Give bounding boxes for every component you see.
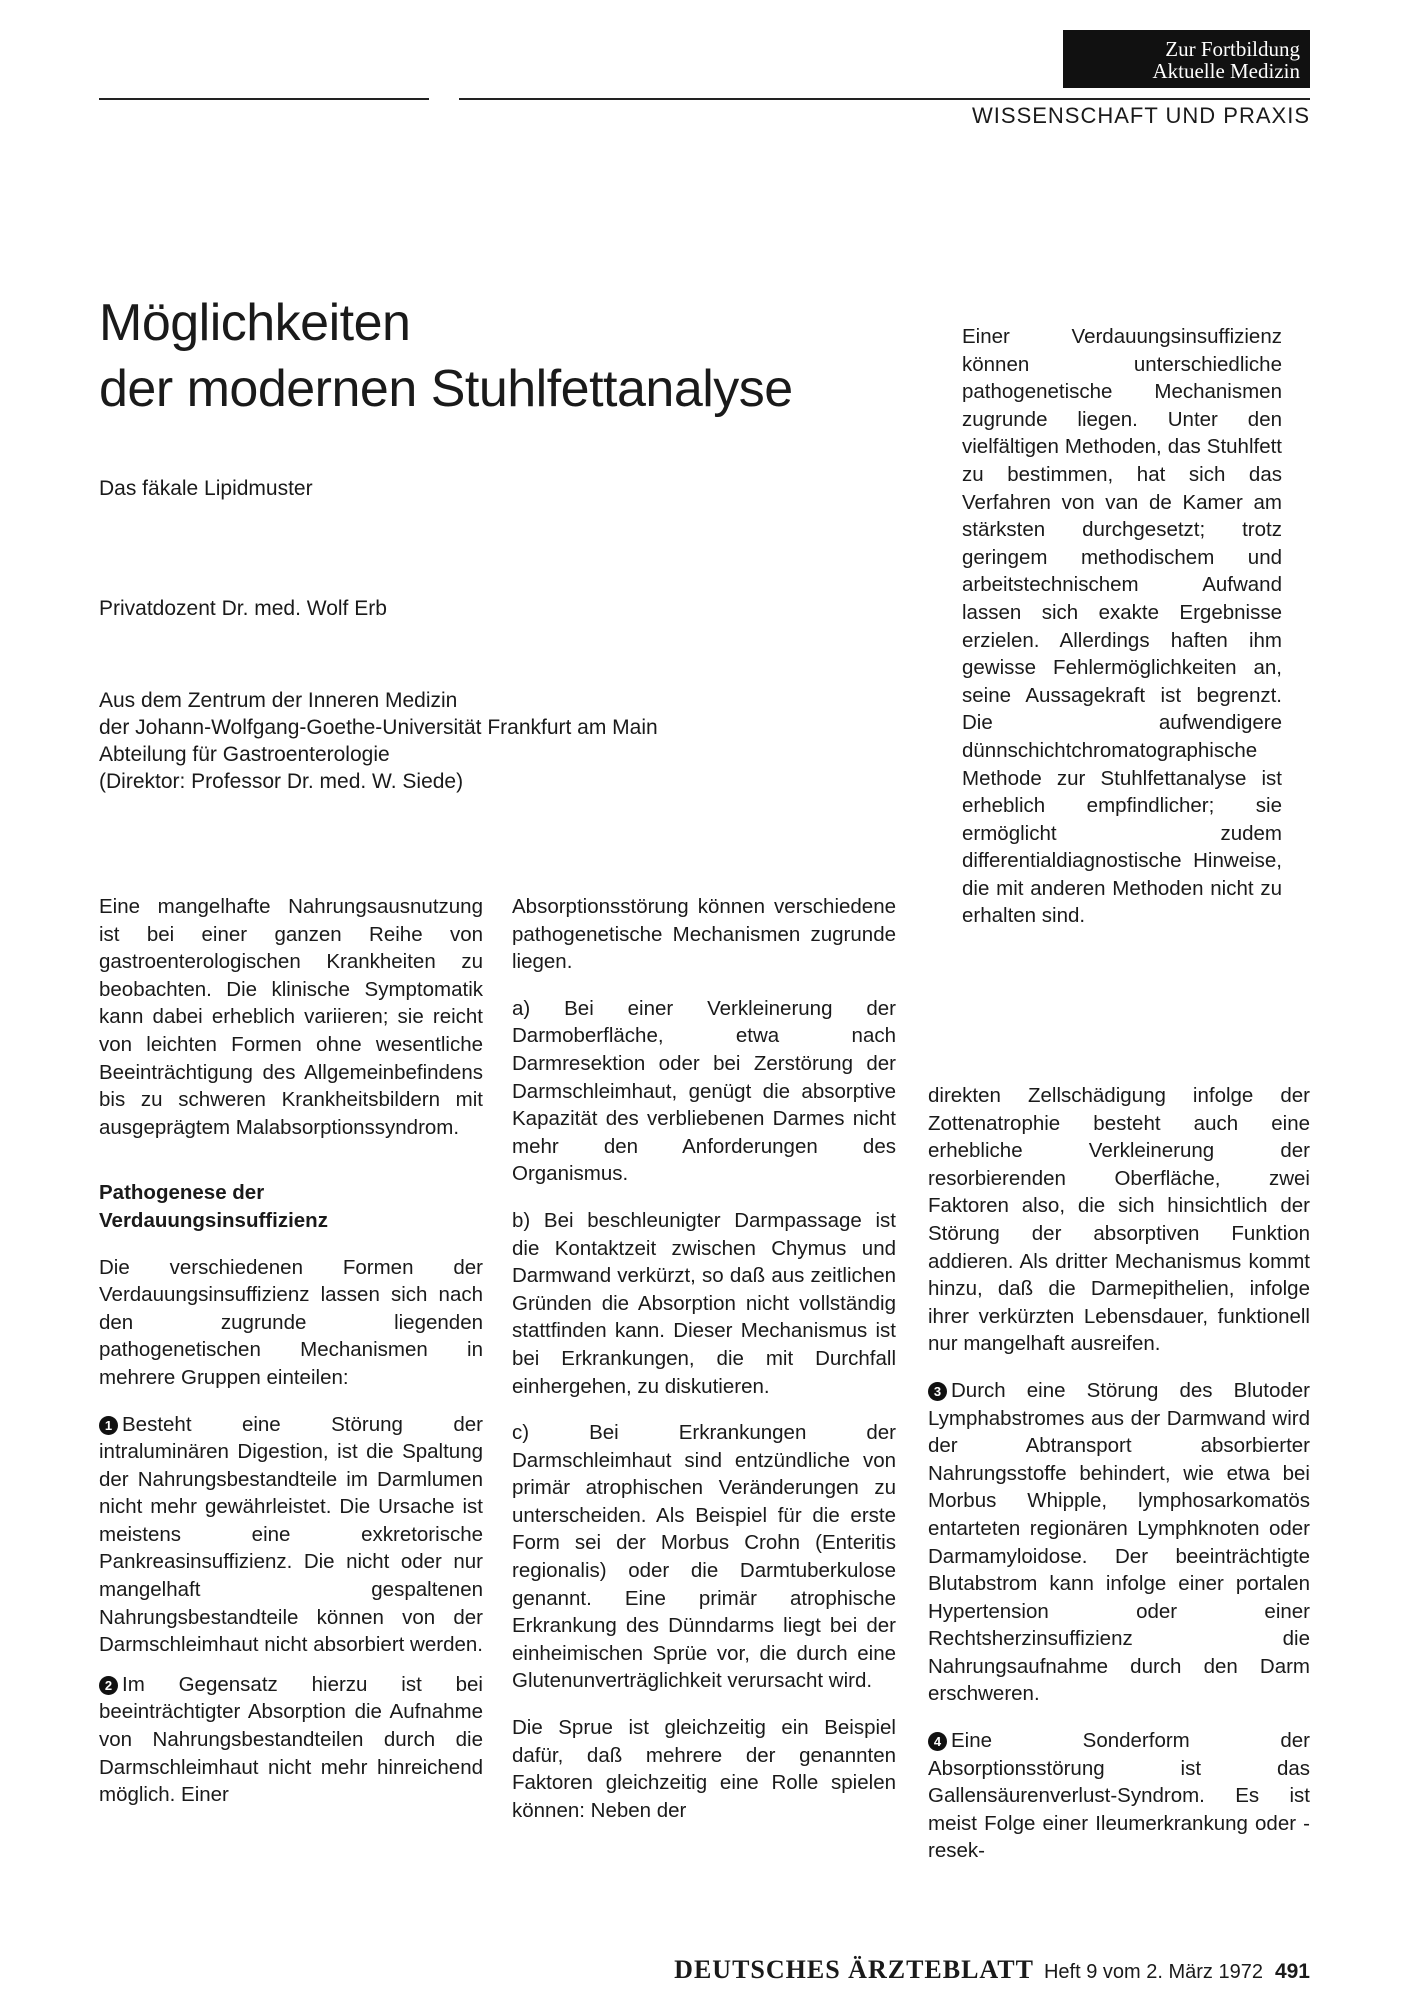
body-paragraph: c) Bei Erkrankungen der Darmschleimhaut sind entzündliche von primär atrophischen Veränderungen zu unterscheiden. Als Beispiel für die erste Form sei der Morbus Crohn (Enteritis regionalis) oder die Darmtuberkulose genannt. Eine primär atrophische Erkrankung des Dünndarms liegt bei der einheimischen Sprüe vor, die durch eine Glutenunverträglichkeit verursacht wird. <box>512 1421 896 1693</box>
body-paragraph: a) Bei einer Verkleinerung der Darmoberfläche, etwa nach Darmresektion oder bei Zerstörung der Darmschleimhaut, genügt die absorptive Kapazität des verbliebenen Darmes nicht mehr den Anforderungen des Organismus. <box>512 996 896 1186</box>
article-author: Privatdozent Dr. med. Wolf Erb <box>99 597 387 620</box>
section-box-line2: Aktuelle Medizin <box>1152 59 1300 83</box>
section-label: WISSENSCHAFT UND PRAXIS <box>972 103 1310 128</box>
affiliation-line: der Johann-Wolfgang-Goethe-Universität Frankfurt am Main <box>99 716 658 739</box>
numbered-paragraph <box>99 1411 483 1659</box>
number-badge: 1 <box>99 1416 118 1435</box>
section-box <box>1063 30 1310 88</box>
section-heading <box>99 1179 483 1234</box>
body-paragraph: Die Sprue ist gleichzeitig ein Beispiel dafür, daß mehrere der genannten Faktoren gleichzeitig eine Rolle spielen können: Neben der <box>512 1716 896 1822</box>
number-badge: 3 <box>928 1382 947 1401</box>
section-box-line1: Zur Fortbildung <box>1165 37 1300 61</box>
body-paragraph: Absorptionsstörung können verschiedene pathogenetische Mechanismen zugrunde liegen. <box>512 895 896 974</box>
intro-paragraph: Eine mangelhafte Nahrungsausnutzung ist bei einer ganzen Reihe von gastroenterologischen Krankheiten zu beobachten. Die klinische Symptomatik kann dabei erheblich variieren; sie reicht von leichten Formen ohne wesentliche Beeinträchtigung des Allgemeinbefindens bis zu schweren Krankheitsbildern mit ausgeprägtem Malabsorptionssyndrom. <box>99 895 483 1139</box>
numbered-paragraph <box>928 1727 1310 1865</box>
header-rule-left <box>99 98 429 100</box>
body-paragraph: direkten Zellschädigung infolge der Zottenatrophie besteht auch eine erhebliche Verkleinerung der resorbierenden Oberfläche, zwei Faktoren also, die sich hinsichtlich der Störung der absorptiven Funktion addieren. Als dritter Mechanismus kommt hinzu, daß die Darmepithelien, infolge ihrer verkürzten Lebensdauer, funktionell nur mangelhaft ausreifen. <box>928 1084 1310 1356</box>
body-column-1 <box>99 893 483 1828</box>
heading-line-2: Verdauungsinsuffizienz <box>99 1208 328 1232</box>
numbered-paragraph <box>99 1671 483 1809</box>
article-subtitle: Das fäkale Lipidmuster <box>99 477 313 500</box>
paragraph-text: Besteht eine Störung der intraluminären Digestion, ist die Spaltung der Nahrungsbestandteile im Darmlumen nicht mehr gewährleistet. Die Ursache ist meistens eine exkretorische Pankreasinsuffizienz. Die nicht oder nur mangelhaft gespaltenen Nahrungsbestandteile können von der Darmschleimhaut nicht absorbiert werden. <box>99 1412 483 1657</box>
journal-name: DEUTSCHES ÄRZTEBLATT <box>674 1955 1034 1984</box>
abstract-text: Einer Verdauungsinsuffizienz können unterschiedliche pathogenetische Mechanismen zugrunde liegen. Unter den vielfältigen Methoden, das Stuhlfett zu bestimmen, hat sich das Verfahren von van de Kamer am stärksten durchgesetzt; trotz geringem methodischem und arbeitstechnischem Aufwand lassen sich exakte Ergebnisse erzielen. Allerdings haften ihm gewisse Fehlermöglichkeiten an, seine Aussagekraft ist begrenzt. Die aufwendigere dünnschichtchromatographische Methode zur Stuhlfettanalyse ist erheblich empfindlicher; sie ermöglicht zudem differentialdiagnostische Hinweise, die mit anderen Methoden nicht zu erhalten sind. <box>962 325 1282 928</box>
body-column-2 <box>512 893 896 1843</box>
affiliation-line: Abteilung für Gastroenterologie <box>99 743 390 766</box>
body-column-3 <box>928 1082 1310 1884</box>
paragraph-text: Durch eine Störung des Blutoder Lymphabstromes aus der Darmwand wird der Abtransport absorbierter Nahrungsstoffe behindert, wie etwa bei Morbus Whipple, lymphosarkomatös entarteten regionären Lymphknoten oder Darmamyloidose. Der beeinträchtigte Blutabstrom kann infolge einer portalen Hypertension oder einer Rechtsherzinsuffizienz die Nahrungsaufnahme durch den Darm erschweren. <box>928 1378 1310 1706</box>
body-paragraph: Die verschiedenen Formen der Verdauungsinsuffizienz lassen sich nach den zugrunde liegenden pathogenetischen Mechanismen in mehrere Gruppen einteilen: <box>99 1255 483 1389</box>
affiliation-line: Aus dem Zentrum der Inneren Medizin <box>99 689 458 712</box>
article-title <box>99 290 899 422</box>
paragraph-text: Eine Sonderform der Absorptionsstörung ist das Gallensäurenverlust-Syndrom. Es ist meist Folge einer Ileumerkrankung oder -resek- <box>928 1729 1310 1863</box>
header-rule-right <box>459 98 1310 100</box>
paragraph-text: Im Gegensatz hierzu ist bei beeinträchtigter Absorption die Aufnahme von Nahrungsbestandteilen durch die Darmschleimhaut nicht mehr hinreichend möglich. Einer <box>99 1672 483 1807</box>
abstract <box>962 323 1282 949</box>
page-footer <box>598 1955 1310 1985</box>
number-badge: 4 <box>928 1732 947 1751</box>
page-number: 491 <box>1274 1960 1310 1983</box>
heading-line-1: Pathogenese der <box>99 1181 265 1205</box>
author-affiliation <box>99 687 658 795</box>
numbered-paragraph <box>928 1377 1310 1708</box>
title-line-2: der modernen Stuhlfettanalyse <box>99 360 793 418</box>
number-badge: 2 <box>99 1676 118 1695</box>
affiliation-line: (Direktor: Professor Dr. med. W. Siede) <box>99 770 464 793</box>
issue-info: Heft 9 vom 2. März 1972 <box>1043 1961 1263 1983</box>
body-paragraph: b) Bei beschleunigter Darmpassage ist die Kontaktzeit zwischen Chymus und Darmwand verkürzt, so daß aus zeitlichen Gründen die Absorption nicht vollständig stattfinden kann. Dieser Mechanismus ist bei Erkrankungen, die mit Durchfall einhergehen, zu diskutieren. <box>512 1208 896 1398</box>
title-line-1: Möglichkeiten <box>99 294 411 352</box>
